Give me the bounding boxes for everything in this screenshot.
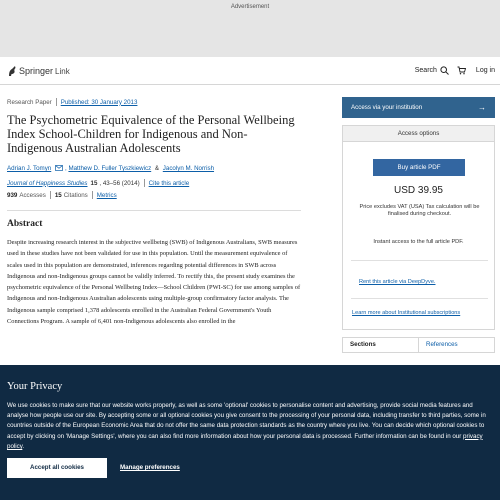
published-date-link[interactable]: Published: 30 January 2013 (60, 98, 138, 106)
article-price: USD 39.95 (394, 185, 443, 196)
article-meta (7, 98, 307, 106)
journal-volume: 15 (90, 179, 98, 187)
cookie-body: We use cookies to make sure that our website works properly, as well as some 'optional' cookies to personalise content and advertising, provide social media features and analyse how people use our site. By accepting some or all optional cookies you give consent to the processing of your personal data, including transfer to third parties, some in countries outside of the European Economic Area that do not offer the same data protection standards as the country where you live. You can decide which optional cookies to accept by clicking on 'Manage Settings', where you can also find more information about how your personal data is processed. Further information can be found in our (7, 402, 486, 440)
citations-label: Citations (63, 191, 88, 199)
access-institution-button[interactable] (342, 97, 495, 118)
springer-horse-icon (7, 65, 17, 77)
advertisement-label: Advertisement (230, 4, 270, 10)
site-header (0, 57, 500, 85)
search-button[interactable] (415, 66, 449, 75)
cookie-text (7, 401, 495, 452)
divider (92, 191, 93, 199)
cart-button[interactable] (457, 66, 466, 75)
logo-suffix: Link (55, 66, 70, 76)
cookie-title: Your Privacy (7, 381, 63, 392)
accept-cookies-button[interactable]: Accept all cookies (7, 458, 107, 478)
cite-article-link[interactable]: Cite this article (148, 179, 190, 187)
login-link[interactable]: Log in (475, 67, 495, 74)
tab-references[interactable]: References (426, 341, 458, 348)
springer-link-logo[interactable] (7, 65, 70, 77)
divider (50, 191, 51, 199)
sidebar-tabs (342, 337, 495, 353)
author-list: Adrian J. Tomyn , Matthew D. Fuller Tyszkiewicz & Jacolyn M. Norrish (7, 165, 215, 172)
article-metrics (7, 191, 307, 199)
price-note: Price excludes VAT (USA) Tax calculation will be finalised during checkout. (359, 204, 480, 218)
institutional-subscriptions-link[interactable]: Learn more about Institutional subscriptions (352, 310, 461, 316)
article-type: Research Paper (7, 98, 52, 106)
logo-brand: Springer (19, 66, 54, 76)
privacy-policy-link[interactable]: privacy policy (7, 432, 483, 450)
cookie-text-end: . (22, 442, 25, 450)
abstract-heading: Abstract (7, 219, 43, 229)
cart-icon (457, 66, 466, 75)
author-separator: & (154, 165, 160, 172)
access-options-panel (342, 125, 495, 330)
divider (351, 298, 488, 299)
divider (56, 98, 57, 106)
journal-citation (7, 179, 307, 187)
journal-link[interactable]: Journal of Happiness Studies (7, 179, 88, 187)
divider (144, 179, 145, 187)
manage-preferences-link[interactable]: Manage preferences (120, 464, 180, 471)
section-divider (7, 210, 301, 211)
author-link[interactable]: Jacolyn M. Norrish (162, 165, 215, 172)
tab-sections[interactable]: Sections (343, 338, 419, 352)
citations-count: 15 (54, 191, 62, 199)
author-link[interactable]: Adrian J. Tomyn (7, 165, 52, 172)
accesses-count: 939 (7, 191, 18, 199)
article-main (7, 98, 307, 327)
search-label: Search (414, 67, 437, 74)
access-institution-label: Access via your institution (351, 104, 423, 111)
author-link[interactable]: Matthew D. Fuller Tyszkiewicz (68, 165, 152, 172)
search-icon (440, 66, 449, 75)
divider (351, 260, 488, 261)
arrow-right-icon: → (478, 103, 486, 112)
article-title: The Psychometric Equivalence of the Personal Wellbeing Index School-Children for Indigenous and Non-Indigenous Australian Adolescents (7, 113, 295, 155)
rent-deepdyve-link[interactable]: Rent this article via DeepDyve. (359, 279, 436, 285)
mail-icon[interactable] (55, 165, 63, 171)
advertisement-banner (0, 0, 500, 57)
journal-pages: , 43–56 (2014) (99, 179, 140, 187)
abstract-text: Despite increasing research interest in the subjective wellbeing (SWB) of Indigenous Australians, SWB measures used in these studies have not been validated for use in this population. Until the measurement equivalence of scales used in this population are demonstrated, inferences regarding potential differences in SWB across Indigenous and non-Indigenous groups cannot be validly inferred. To rectify this, the present study examines the psychometric equivalence of the Personal Wellbeing Index—School Children (PWI-SC) for use among samples of Indigenous and non-Indigenous Australian adolescents using multiple-group confirmatory factor analysis. The Indigenous sample comprised 1,378 adolescents enrolled in the Australian Federal Government's Youth Connections Program. A sample of 6,401 non-Indigenous adolescents also enrolled in the (7, 239, 301, 326)
access-options-heading: Access options (343, 126, 494, 142)
buy-pdf-button[interactable]: Buy article PDF (373, 159, 465, 176)
instant-access-text: Instant access to the full article PDF. (373, 239, 464, 245)
cookie-banner (0, 365, 500, 500)
accesses-label: Accesses (19, 191, 46, 199)
metrics-link[interactable]: Metrics (96, 191, 117, 199)
